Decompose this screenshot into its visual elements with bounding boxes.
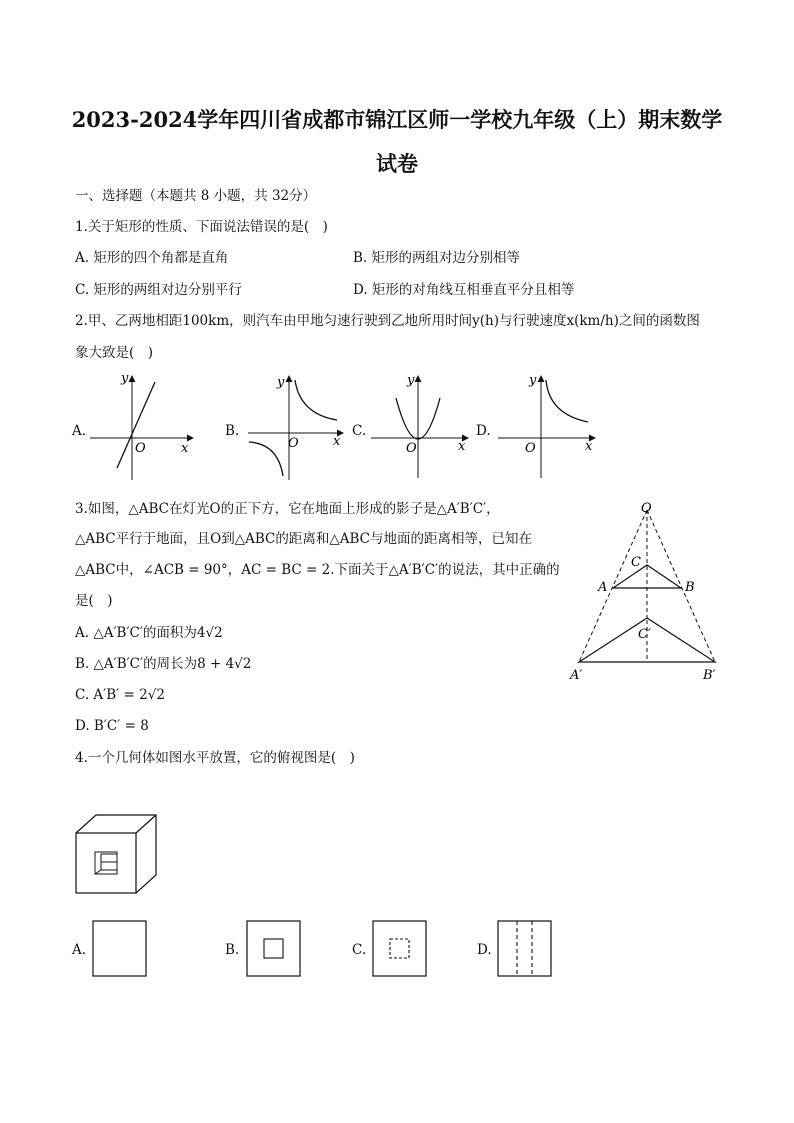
q3-option-b: B. △A′B′C′的周长为8 + 4√2 bbox=[75, 656, 252, 672]
q3-label-b: B bbox=[685, 580, 695, 595]
q1-option-b: B. 矩形的两组对边分别相等 bbox=[353, 250, 521, 266]
q4-option-b-figure bbox=[246, 920, 302, 978]
q4-stem: 4.一个几何体如图水平放置，它的俯视图是( ) bbox=[75, 750, 355, 766]
q1-option-d: D. 矩形的对角线互相垂直平分且相等 bbox=[353, 282, 575, 298]
q4-option-a-figure bbox=[92, 920, 148, 978]
section-heading: 一、选择题（本题共 8 小题，共 32分） bbox=[75, 188, 317, 204]
q1-option-a: A. 矩形的四个角都是直角 bbox=[75, 250, 229, 266]
q3-option-a: A. △A′B′C′的面积为4√2 bbox=[75, 625, 223, 641]
q4-label-d: D. bbox=[477, 942, 492, 958]
q4-solid-figure bbox=[70, 812, 165, 902]
q3-label-b-prime: B′ bbox=[703, 668, 716, 683]
page-title: 2023-2024学年四川省成都市锦江区师一学校九年级（上）期末数学 bbox=[71, 107, 723, 132]
q3-line3: △ABC中，∠ACB = 90°，AC = BC = 2.下面关于△A′B′C′的说法，其中正确的 bbox=[75, 562, 560, 578]
q4-label-c: C. bbox=[352, 942, 367, 958]
q3-option-d: D. B′C′ = 8 bbox=[75, 718, 149, 734]
q3-line2: △ABC平行于地面，且O到△ABC的距离和△ABC与地面的距离相等，已知在 bbox=[75, 531, 532, 547]
q3-label-c-prime: C′ bbox=[638, 627, 651, 642]
q2b-origin: O bbox=[288, 436, 299, 451]
q2c-x-label: x bbox=[458, 439, 466, 454]
q1-option-c: C. 矩形的两组对边分别平行 bbox=[75, 282, 242, 298]
q2-label-d: D. bbox=[476, 423, 491, 439]
q4-option-d-figure bbox=[497, 920, 553, 978]
q2d-y-label: y bbox=[529, 373, 537, 388]
q2-graph-c bbox=[368, 370, 478, 485]
q3-label-a: A bbox=[598, 580, 608, 595]
q2a-y-label: y bbox=[121, 371, 129, 386]
q2-label-b: B. bbox=[225, 423, 240, 439]
q2c-y-label: y bbox=[407, 373, 415, 388]
q2-graph-d bbox=[495, 370, 605, 485]
q4-label-a: A. bbox=[72, 942, 87, 958]
q4-label-b: B. bbox=[225, 942, 240, 958]
q3-label-o: O bbox=[641, 501, 652, 516]
q2d-origin: O bbox=[525, 441, 536, 456]
q3-option-c: C. A′B′ = 2√2 bbox=[75, 687, 165, 703]
q2c-origin: O bbox=[406, 441, 417, 456]
q4-option-c-figure bbox=[372, 920, 428, 978]
q2-stem-line2: 象大致是( ) bbox=[75, 345, 154, 361]
q3-figure bbox=[565, 498, 735, 688]
q1-stem: 1.关于矩形的性质、下面说法错误的是( ) bbox=[75, 219, 328, 235]
page-title-line2: 试卷 bbox=[376, 151, 418, 176]
q2-label-c: C. bbox=[352, 423, 367, 439]
q2b-x-label: x bbox=[333, 434, 341, 449]
q3-line4: 是( ) bbox=[75, 593, 113, 609]
q3-label-c: C bbox=[631, 555, 641, 570]
q3-line1: 3.如图，△ABC在灯光O的正下方，它在地面上形成的影子是△A′B′C′， bbox=[75, 501, 500, 517]
q2a-x-label: x bbox=[181, 441, 189, 456]
q2-label-a: A. bbox=[72, 423, 87, 439]
q2-graph-b bbox=[245, 372, 355, 487]
q2d-x-label: x bbox=[585, 439, 593, 454]
q2b-y-label: y bbox=[277, 375, 285, 390]
q3-label-a-prime: A′ bbox=[570, 668, 583, 683]
q2-graph-a bbox=[85, 370, 205, 485]
q2a-origin: O bbox=[135, 441, 146, 456]
q2-stem-line1: 2.甲、乙两地相距100km，则汽车由甲地匀速行驶到乙地所用时间y(h)与行驶速度x(km/h)之间的函数图 bbox=[75, 313, 700, 329]
